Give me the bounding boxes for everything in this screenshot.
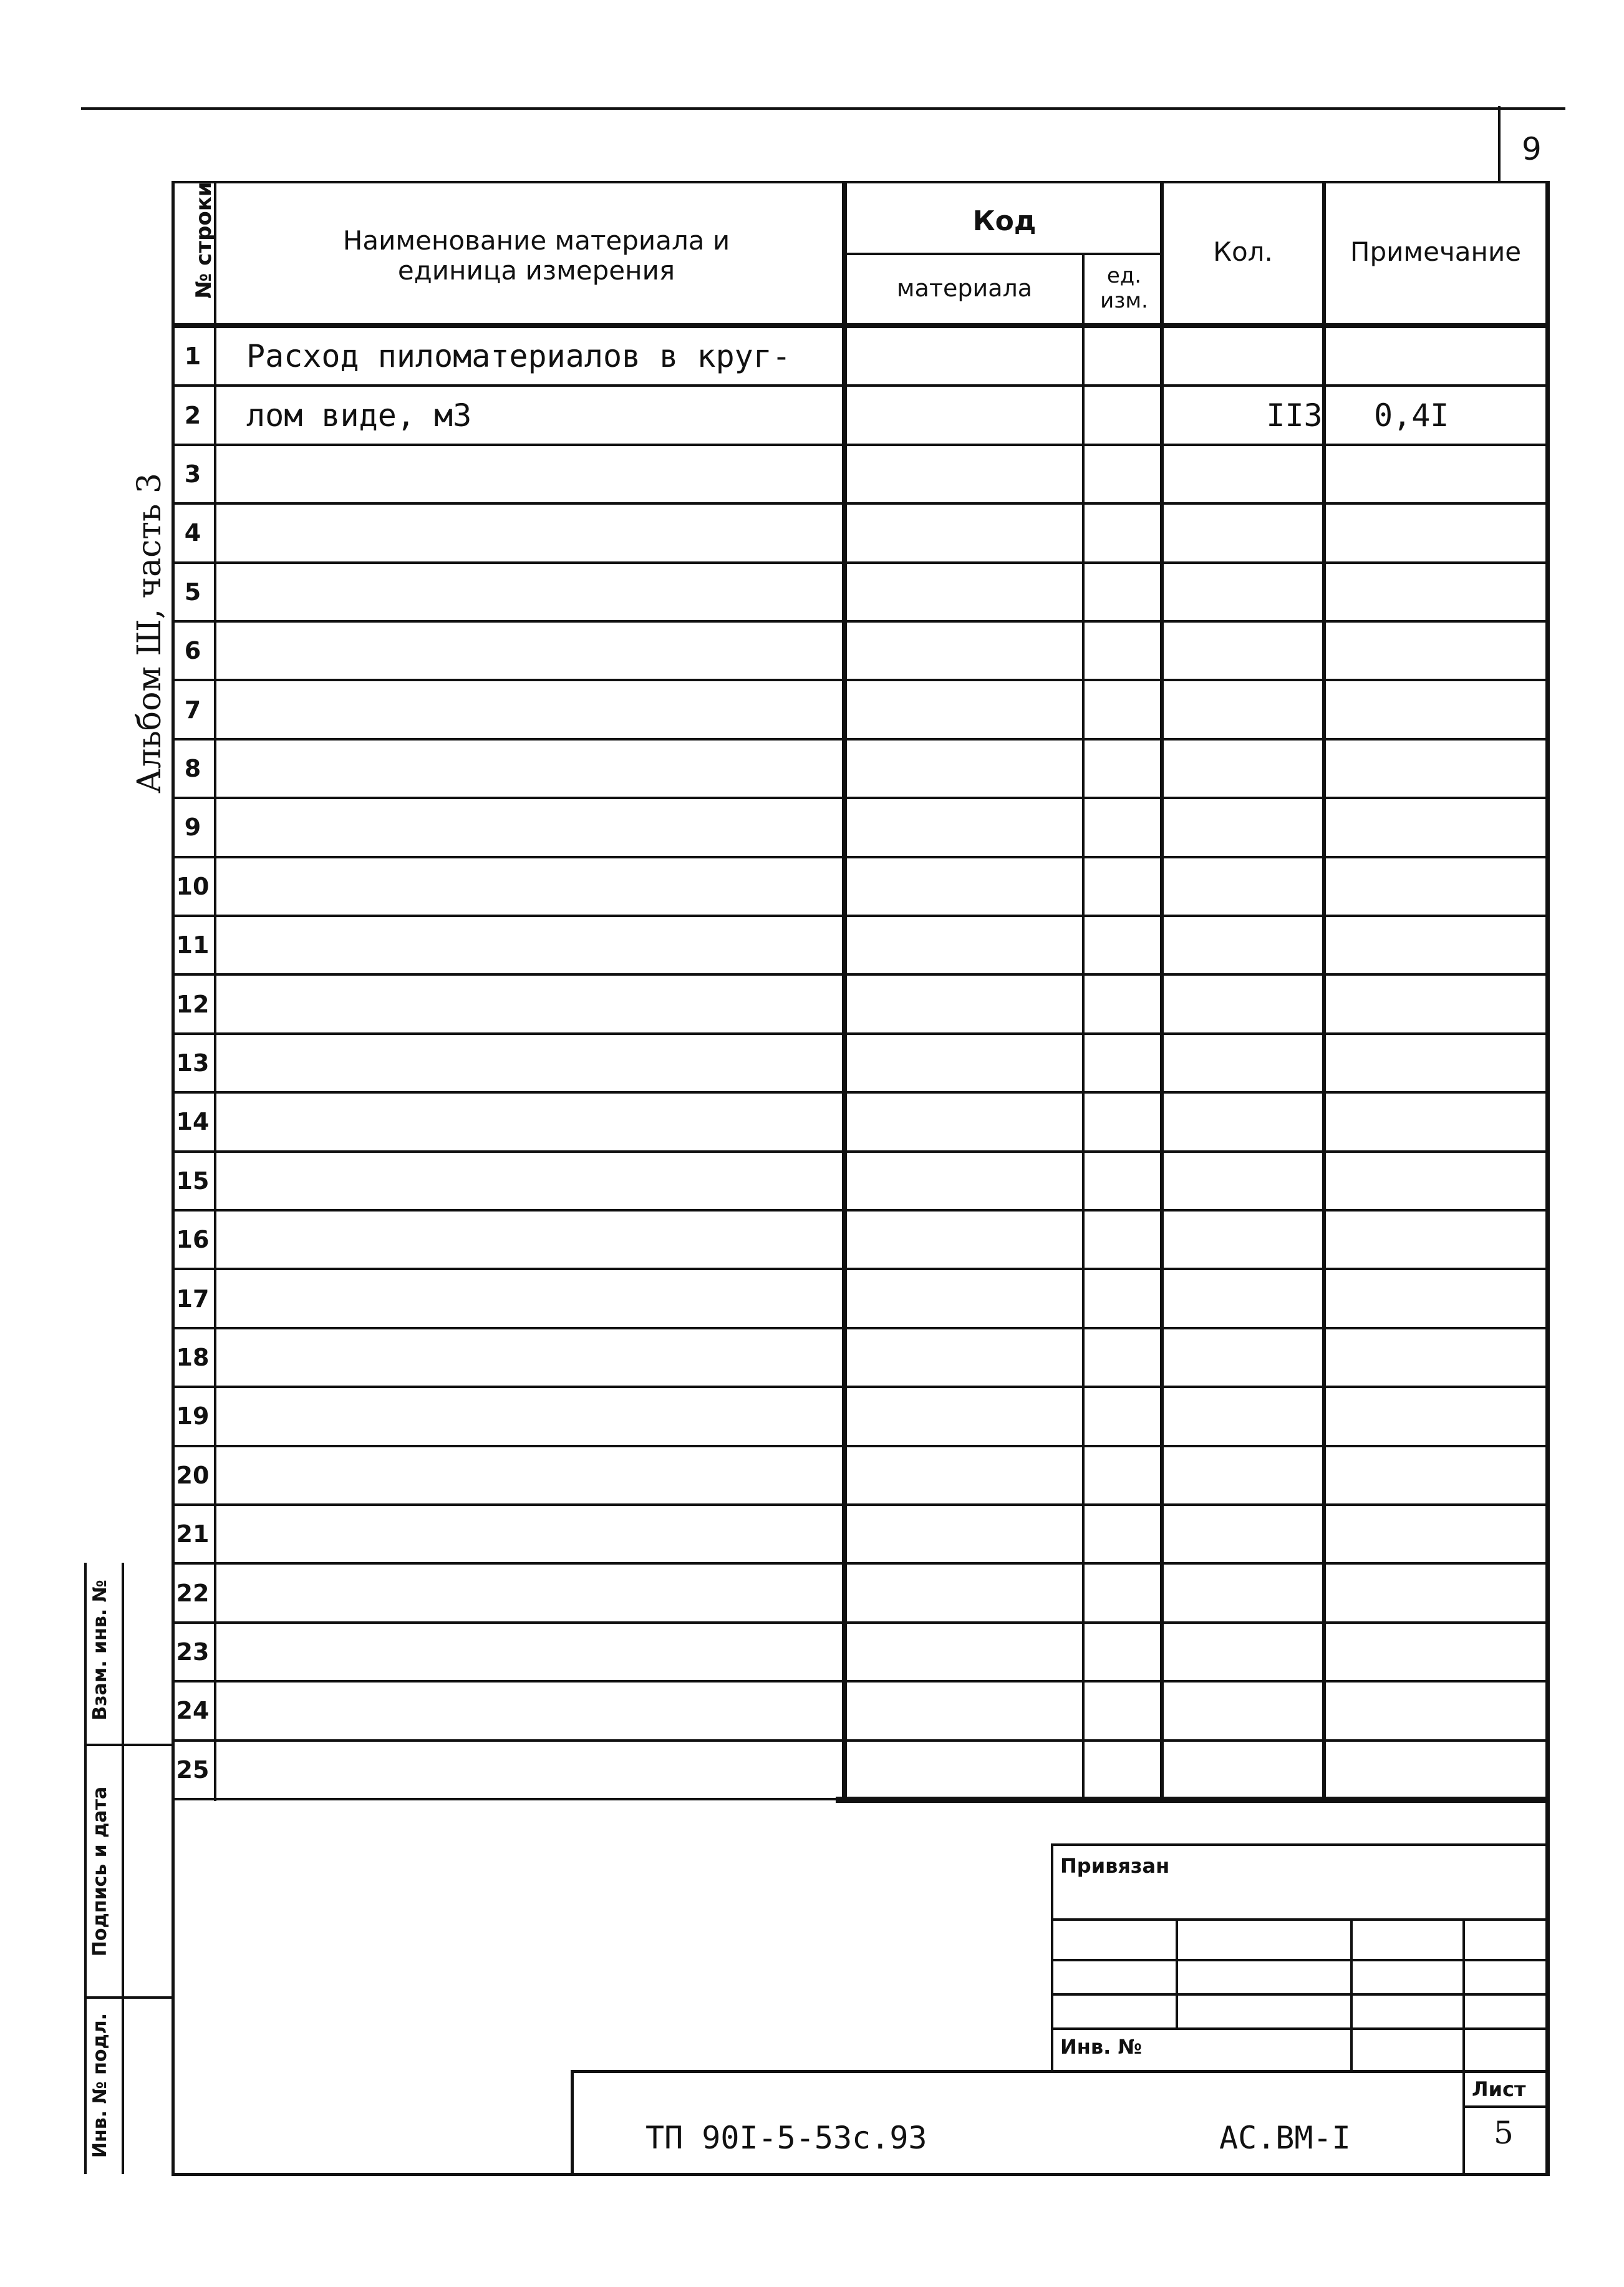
table-bottom-border	[836, 1797, 1550, 1803]
stamp-inv-orig: Инв. № подл.	[89, 2013, 111, 2158]
material-name	[214, 1624, 1015, 1680]
tb-doc-mark: АС.ВМ-I	[1219, 2120, 1351, 2156]
table-row	[172, 1565, 1547, 1623]
unit-code	[1255, 1329, 1333, 1386]
note	[1496, 387, 1624, 443]
header-note: Примечание	[1350, 236, 1522, 268]
header-code: Код	[972, 205, 1037, 237]
material-code	[1015, 917, 1255, 973]
unit-code	[1255, 446, 1333, 502]
header-code-split	[842, 253, 1163, 255]
note	[1496, 1388, 1624, 1444]
stamp-signature-date: Подпись и дата	[89, 1786, 111, 1957]
row-number: 12	[176, 990, 210, 1018]
material-code	[1015, 858, 1255, 915]
material-name	[214, 623, 1015, 679]
note	[1496, 623, 1624, 679]
unit-code	[1255, 505, 1333, 561]
side-title: Альбом Ш, часть 3	[131, 473, 168, 794]
material-name	[214, 917, 1015, 973]
tb-grid-col-1	[1176, 1918, 1178, 2027]
material-name	[214, 564, 1015, 620]
row-number: 19	[176, 1402, 210, 1430]
page-number: 9	[1522, 131, 1542, 167]
material-name	[214, 1329, 1015, 1386]
row-number: 3	[184, 460, 201, 488]
material-code	[1015, 799, 1255, 855]
tb-grid-col-3	[1462, 1918, 1465, 2174]
quantity	[1333, 505, 1496, 561]
material-code	[1015, 1153, 1255, 1209]
material-code	[1015, 446, 1255, 502]
table-row	[172, 1270, 1547, 1329]
top-rule	[81, 107, 1565, 110]
unit-code	[1255, 1682, 1333, 1739]
quantity	[1333, 1035, 1496, 1091]
material-code	[1015, 1506, 1255, 1562]
tb-bound-label: Привязан	[1060, 1854, 1170, 1878]
row-number: 16	[176, 1226, 210, 1254]
material-name	[214, 1506, 1015, 1562]
table-row	[172, 799, 1547, 858]
material-code	[1015, 1211, 1255, 1268]
quantity	[1333, 1153, 1496, 1209]
table-row	[172, 1211, 1547, 1270]
quantity	[1333, 1447, 1496, 1503]
quantity	[1333, 858, 1496, 915]
note	[1496, 1270, 1624, 1326]
quantity	[1333, 1211, 1496, 1268]
table-row	[172, 1742, 1547, 1800]
material-code	[1015, 681, 1255, 737]
material-code	[1015, 1624, 1255, 1680]
material-code	[1015, 1035, 1255, 1091]
quantity	[1333, 1094, 1496, 1150]
material-code	[1015, 1565, 1255, 1621]
tb-grid-line-4	[1051, 2027, 1550, 2030]
material-code	[1015, 505, 1255, 561]
tb-inv-label: Инв. №	[1060, 2035, 1142, 2059]
table-row	[172, 1035, 1547, 1094]
unit-code	[1255, 681, 1333, 737]
material-name	[214, 1153, 1015, 1209]
row-number: 9	[184, 813, 201, 842]
quantity	[1333, 1388, 1496, 1444]
row-number: 23	[176, 1638, 210, 1666]
quantity	[1333, 1329, 1496, 1386]
material-name	[214, 740, 1015, 797]
tb-main-top	[571, 2070, 1550, 2073]
material-name	[214, 1035, 1015, 1091]
unit-code	[1255, 1211, 1333, 1268]
unit-code	[1255, 623, 1333, 679]
material-name: Расход пиломатериалов в круг-	[246, 338, 791, 375]
material-code	[1015, 1388, 1255, 1444]
row-number: 1	[184, 342, 201, 371]
table-row	[172, 446, 1547, 505]
tb-bound-left	[1051, 1843, 1053, 2071]
table-row	[172, 387, 1547, 445]
frame-bottom	[172, 2173, 1550, 2176]
page-number-divider	[1498, 106, 1501, 181]
row-number: 2	[184, 401, 201, 429]
unit-code	[1255, 917, 1333, 973]
material-name: лом виде, м3	[246, 397, 472, 434]
quantity	[1333, 1624, 1496, 1680]
row-number: 22	[176, 1579, 210, 1607]
header-unit: ед. изм.	[1100, 263, 1148, 313]
note	[1496, 1211, 1624, 1268]
table-row	[172, 917, 1547, 976]
tb-sheet-label: Лист	[1472, 2077, 1526, 2101]
header-bottom-border	[172, 323, 1550, 328]
quantity	[1333, 1270, 1496, 1326]
table-row	[172, 505, 1547, 563]
material-code	[1015, 1742, 1255, 1798]
unit-code	[1255, 1624, 1333, 1680]
material-name	[214, 681, 1015, 737]
material-name	[214, 446, 1015, 502]
note	[1496, 1682, 1624, 1739]
unit-code	[1255, 1388, 1333, 1444]
material-name	[214, 1388, 1015, 1444]
material-name	[214, 1094, 1015, 1150]
table-row	[172, 1329, 1547, 1388]
note	[1496, 1506, 1624, 1562]
material-name	[214, 1447, 1015, 1503]
unit-code	[1255, 1506, 1333, 1562]
quantity	[1333, 1565, 1496, 1621]
table-row	[172, 1094, 1547, 1152]
note	[1496, 1565, 1624, 1621]
note	[1496, 505, 1624, 561]
note	[1496, 1742, 1624, 1798]
table-row	[172, 858, 1547, 917]
material-name	[214, 1682, 1015, 1739]
material-name	[214, 505, 1015, 561]
unit-code	[1255, 799, 1333, 855]
material-name	[214, 1211, 1015, 1268]
quantity: 0,4I	[1374, 397, 1449, 434]
material-code	[1015, 976, 1255, 1032]
row-number: 18	[176, 1343, 210, 1371]
tb-grid-line-2	[1051, 1959, 1550, 1961]
material-name	[214, 1270, 1015, 1326]
unit-code	[1255, 1565, 1333, 1621]
unit-code	[1255, 1447, 1333, 1503]
material-code	[1015, 1329, 1255, 1386]
unit-code	[1255, 564, 1333, 620]
quantity	[1333, 1506, 1496, 1562]
material-code	[1015, 1682, 1255, 1739]
material-code	[1015, 328, 1255, 384]
table-row	[172, 1153, 1547, 1211]
tb-sheet-value: 5	[1494, 2115, 1514, 2151]
quantity	[1333, 681, 1496, 737]
quantity	[1333, 740, 1496, 797]
material-code	[1015, 740, 1255, 797]
note	[1496, 1447, 1624, 1503]
note	[1496, 1329, 1624, 1386]
note	[1496, 446, 1624, 502]
tb-grid-col-2	[1350, 1918, 1353, 2071]
quantity	[1333, 799, 1496, 855]
header-row-number: № строки	[191, 182, 216, 299]
table-row	[172, 1388, 1547, 1447]
row-number: 8	[184, 754, 201, 782]
row-number: 15	[176, 1167, 210, 1195]
row-number: 11	[176, 931, 210, 959]
quantity	[1333, 1742, 1496, 1798]
table-row	[172, 681, 1547, 740]
header-qty: Кол.	[1213, 236, 1273, 268]
row-number: 7	[184, 696, 201, 724]
stamp-column-inner-border	[122, 1563, 124, 2174]
unit-code	[1255, 1153, 1333, 1209]
note	[1496, 1035, 1624, 1091]
material-name	[214, 1742, 1015, 1798]
stamp-replace-inv: Взам. инв. №	[89, 1580, 111, 1721]
note	[1496, 1624, 1624, 1680]
row-number: 24	[176, 1697, 210, 1725]
note	[1496, 328, 1624, 384]
material-name	[214, 1565, 1015, 1621]
tb-grid-line-1	[1051, 1918, 1550, 1921]
row-number: 21	[176, 1520, 210, 1548]
row-number: 13	[176, 1049, 210, 1077]
tb-doc-code: ТП 90I-5-53с.93	[645, 2120, 927, 2156]
note	[1496, 1094, 1624, 1150]
note	[1496, 917, 1624, 973]
table-row	[172, 1447, 1547, 1506]
material-code	[1015, 564, 1255, 620]
unit-code	[1255, 858, 1333, 915]
quantity	[1333, 1682, 1496, 1739]
note	[1496, 976, 1624, 1032]
material-code	[1015, 1270, 1255, 1326]
note	[1496, 681, 1624, 737]
stamp-divider-1	[84, 1744, 172, 1746]
unit-code	[1255, 1035, 1333, 1091]
unit-code	[1255, 328, 1333, 384]
table-row	[172, 1682, 1547, 1741]
table-row	[172, 1624, 1547, 1682]
unit-code	[1255, 976, 1333, 1032]
material-code	[1015, 623, 1255, 679]
table-row	[172, 1506, 1547, 1565]
table-row	[172, 623, 1547, 681]
note	[1496, 799, 1624, 855]
unit-code	[1255, 1742, 1333, 1798]
row-number: 25	[176, 1755, 210, 1784]
unit-code	[1255, 1094, 1333, 1150]
row-number: 4	[184, 519, 201, 547]
table-row	[172, 328, 1547, 387]
quantity	[1333, 328, 1496, 384]
table-row	[172, 740, 1547, 799]
material-code	[1015, 1447, 1255, 1503]
tb-sheet-split	[1462, 2105, 1550, 2108]
tb-bound-top	[1051, 1843, 1550, 1846]
note	[1496, 564, 1624, 620]
note	[1496, 858, 1624, 915]
header-material: материала	[896, 274, 1033, 302]
unit-code	[1255, 740, 1333, 797]
unit-code	[1255, 1270, 1333, 1326]
quantity	[1333, 976, 1496, 1032]
tb-main-left	[571, 2070, 574, 2176]
materials-table	[172, 328, 1547, 1800]
row-number: 14	[176, 1108, 210, 1136]
row-number: 5	[184, 578, 201, 606]
unit-code: II3	[1266, 397, 1323, 434]
material-name	[214, 858, 1015, 915]
quantity	[1333, 917, 1496, 973]
material-name	[214, 799, 1015, 855]
row-number: 6	[184, 637, 201, 665]
quantity	[1333, 446, 1496, 502]
tb-grid-line-3	[1051, 1993, 1550, 1996]
header-name: Наименование материала и единица измерения	[342, 225, 730, 286]
material-name	[214, 976, 1015, 1032]
quantity	[1333, 623, 1496, 679]
row-number: 17	[176, 1284, 210, 1313]
quantity	[1333, 564, 1496, 620]
material-code	[1015, 1094, 1255, 1150]
note	[1496, 740, 1624, 797]
material-code	[1015, 387, 1255, 443]
row-number: 20	[176, 1461, 210, 1489]
table-row	[172, 564, 1547, 623]
table-row	[172, 976, 1547, 1034]
note	[1496, 1153, 1624, 1209]
row-number: 10	[176, 872, 210, 900]
